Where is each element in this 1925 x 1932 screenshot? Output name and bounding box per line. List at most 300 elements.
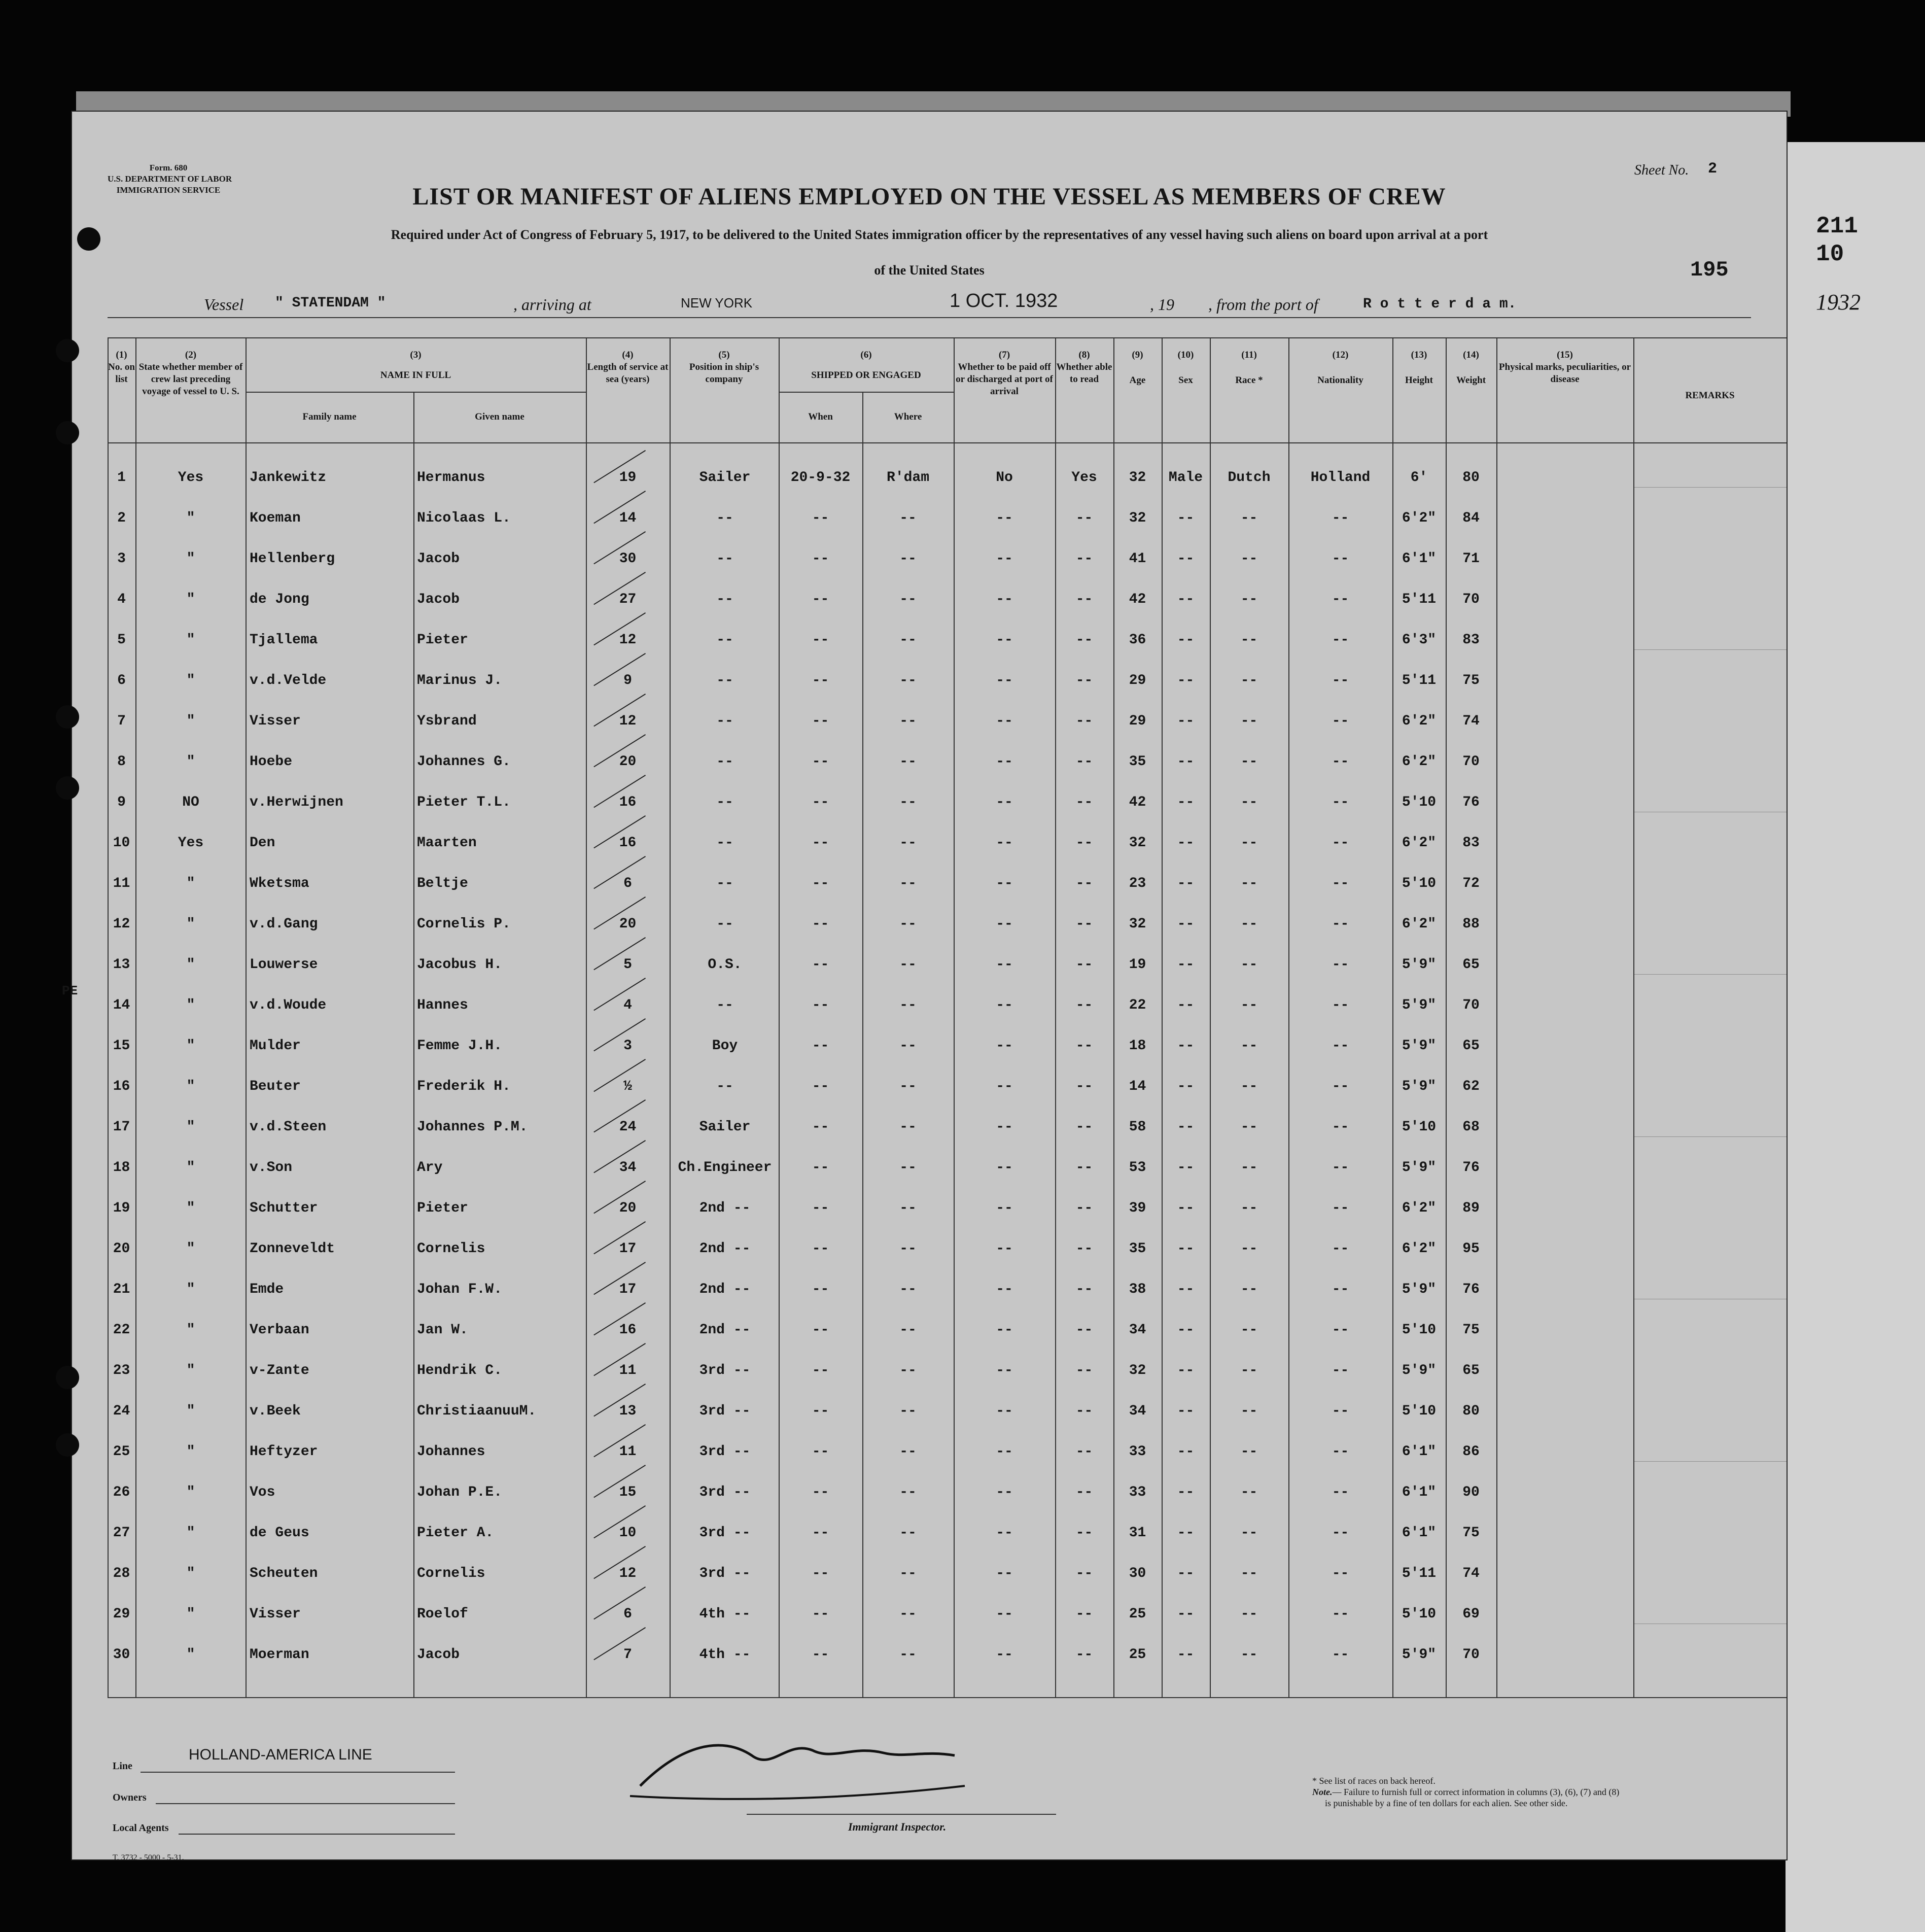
cell-position: -- [716,510,733,526]
cell-list-number: 1 [117,470,126,486]
cell-nationality: -- [1332,1282,1349,1297]
cell-shipped-where: -- [899,1038,917,1054]
cell-shipped-where: -- [899,957,917,973]
cell-sex: Male [1168,470,1203,486]
cell-shipped-where: -- [899,876,917,891]
cell-paid-off: -- [996,1647,1013,1663]
cell-paid-off: -- [996,1241,1013,1257]
cell-height: 6'2" [1402,835,1437,851]
cell-weight: 74 [1462,1566,1480,1581]
cell-family-name: Tjallema [250,632,318,648]
cell-shipped-where: -- [899,1444,917,1460]
cell-given-name: Cornelis [417,1566,485,1581]
cell-height: 5'11 [1402,673,1437,688]
cell-shipped-when: -- [812,1038,829,1054]
cell-list-number: 22 [113,1322,130,1338]
cell-weight: 76 [1462,1282,1480,1297]
cell-race: -- [1240,1606,1258,1622]
cell-shipped-when: -- [812,754,829,770]
cell-shipped-where: -- [899,1241,917,1257]
col-header-height: (13) Height [1405,350,1433,386]
cell-race: -- [1240,1403,1258,1419]
cell-service-years: 12 [619,632,637,648]
cell-able-to-read: -- [1075,916,1093,932]
cell-given-name: Cornelis [417,1241,485,1257]
cell-shipped-when: -- [812,997,829,1013]
cell-family-name: v.Son [250,1160,293,1176]
cell-given-name: Pieter [417,1200,468,1216]
cell-service-years: 6 [623,876,632,891]
cell-height: 5'10 [1402,1606,1437,1622]
cell-list-number: 14 [113,997,130,1013]
manifest-sheet [62,111,1788,1862]
cell-given-name: Jacob [417,592,460,607]
cell-height: 6'1" [1402,1525,1437,1541]
cell-shipped-where: R'dam [886,470,929,486]
cell-paid-off: -- [996,957,1013,973]
cell-race: -- [1240,1363,1258,1378]
col-header-race: (11) Race * [1235,350,1263,386]
line-label: Line [113,1761,132,1772]
cell-age: 41 [1129,551,1146,567]
cell-given-name: Femme J.H. [417,1038,503,1054]
cell-race: -- [1240,754,1258,770]
cell-given-name: Johannes P.M. [417,1119,528,1135]
cell-shipped-when: -- [812,1403,829,1419]
col-rule [246,337,247,1697]
cell-weight: 70 [1462,1647,1480,1663]
cell-sex: -- [1177,916,1195,932]
binder-hole [56,421,79,444]
cell-race: -- [1240,1444,1258,1460]
cell-shipped-when: -- [812,1282,829,1297]
cell-age: 18 [1129,1038,1146,1054]
cell-nationality: -- [1332,916,1349,932]
cell-age: 53 [1129,1160,1146,1176]
cell-service-years: 9 [623,673,632,688]
col-header-service-length: (4) Length of service at sea (years) [587,350,669,385]
cell-height: 5'10 [1402,1322,1437,1338]
cell-shipped-when: -- [812,1241,829,1257]
cell-nationality: -- [1332,1606,1349,1622]
cell-age: 34 [1129,1322,1146,1338]
cell-weight: 69 [1462,1606,1480,1622]
cell-list-number: 29 [113,1606,130,1622]
cell-race: -- [1240,551,1258,567]
cell-sex: -- [1177,1363,1195,1378]
cell-able-to-read: -- [1075,1485,1093,1500]
cell-weight: 65 [1462,957,1480,973]
cell-shipped-when: -- [812,835,829,851]
cell-service-years: 34 [619,1160,637,1176]
cell-able-to-read: -- [1075,1647,1093,1663]
cell-nationality: -- [1332,795,1349,810]
cell-nationality: -- [1332,957,1349,973]
cell-weight: 83 [1462,835,1480,851]
cell-list-number: 12 [113,916,130,932]
cell-family-name: Verbaan [250,1322,309,1338]
cell-age: 33 [1129,1485,1146,1500]
cell-service-years: 20 [619,916,637,932]
cell-family-name: Koeman [250,510,301,526]
cell-weight: 88 [1462,916,1480,932]
line-rule [141,1772,455,1773]
arriving-port: NEW YORK [681,295,753,310]
cell-race: -- [1240,1241,1258,1257]
name-subheader-rule [246,392,586,393]
cell-race: Dutch [1228,470,1271,486]
cell-able-to-read: Yes [1071,470,1097,486]
col-header-given-name: Given name [475,411,524,422]
cell-list-number: 30 [113,1647,130,1663]
service-name: IMMIGRATION SERVICE [116,185,221,195]
cell-list-number: 23 [113,1363,130,1378]
cell-list-number: 5 [117,632,126,648]
cell-shipped-where: -- [899,1363,917,1378]
cell-previous-voyage: " [186,1363,195,1378]
cell-paid-off: -- [996,632,1013,648]
cell-shipped-when: -- [812,1322,829,1338]
cell-previous-voyage: Yes [178,835,204,851]
cell-previous-voyage: " [186,957,195,973]
binder-hole [77,227,100,251]
cell-age: 14 [1129,1079,1146,1094]
cell-previous-voyage: " [186,1282,195,1297]
cell-given-name: Johan P.E. [417,1485,503,1500]
cell-family-name: v.Beek [250,1403,301,1419]
cell-shipped-where: -- [899,1322,917,1338]
cell-age: 29 [1129,713,1146,729]
cell-list-number: 26 [113,1485,130,1500]
cell-paid-off: -- [996,1403,1013,1419]
agents-rule [179,1834,455,1835]
cell-previous-voyage: " [186,1606,195,1622]
cell-weight: 89 [1462,1200,1480,1216]
cell-shipped-when: -- [812,632,829,648]
cell-weight: 83 [1462,632,1480,648]
cell-able-to-read: -- [1075,1444,1093,1460]
cell-able-to-read: -- [1075,673,1093,688]
col-header-nationality: (12) Nationality [1317,350,1363,386]
cell-shipped-where: -- [899,510,917,526]
cell-position: -- [716,916,733,932]
cell-nationality: -- [1332,876,1349,891]
inspector-rule [747,1814,1056,1815]
cell-age: 30 [1129,1566,1146,1581]
cell-sex: -- [1177,795,1195,810]
cell-able-to-read: -- [1075,1160,1093,1176]
cell-position: -- [716,551,733,567]
cell-sex: -- [1177,1160,1195,1176]
cell-position: -- [716,997,733,1013]
subtitle-line-2: of the United States [874,263,985,278]
cell-shipped-when: -- [812,592,829,607]
shipped-subheader-rule [779,392,954,393]
cell-race: -- [1240,1282,1258,1297]
year-label: , 19 [1150,295,1174,314]
cell-given-name: Cornelis P. [417,916,511,932]
cell-previous-voyage: " [186,1200,195,1216]
cell-position: 3rd -- [699,1363,751,1378]
cell-given-name: Maarten [417,835,477,851]
cell-age: 58 [1129,1119,1146,1135]
cell-previous-voyage: NO [182,795,199,810]
cell-weight: 71 [1462,551,1480,567]
inspector-signature [620,1725,975,1806]
cell-age: 19 [1129,957,1146,973]
cell-previous-voyage: " [186,1647,195,1663]
cell-able-to-read: -- [1075,1525,1093,1541]
cell-shipped-where: -- [899,1566,917,1581]
sheet-number-label: Sheet No. [1634,162,1689,178]
cell-nationality: -- [1332,673,1349,688]
cell-weight: 75 [1462,1322,1480,1338]
cell-given-name: Johannes G. [417,754,511,770]
cell-shipped-when: -- [812,1119,829,1135]
cell-height: 5'9" [1402,1282,1437,1297]
cell-shipped-when: -- [812,1160,829,1176]
cell-age: 39 [1129,1200,1146,1216]
cell-nationality: -- [1332,1403,1349,1419]
side-number-1: 211 [1816,213,1858,239]
cell-position: 3rd -- [699,1566,751,1581]
cell-shipped-where: -- [899,1160,917,1176]
cell-service-years: 16 [619,795,637,810]
cell-family-name: Jankewitz [250,470,327,486]
cell-shipped-when: -- [812,1444,829,1460]
cell-given-name: Jan W. [417,1322,468,1338]
cell-service-years: 3 [623,1038,632,1054]
cell-able-to-read: -- [1075,1241,1093,1257]
cell-service-years: 17 [619,1241,637,1257]
cell-family-name: v.d.Woude [250,997,327,1013]
cell-age: 32 [1129,916,1146,932]
cell-position: 3rd -- [699,1403,751,1419]
cell-age: 38 [1129,1282,1146,1297]
cell-sex: -- [1177,592,1195,607]
cell-position: 2nd -- [699,1200,751,1216]
cell-race: -- [1240,957,1258,973]
binder-hole [56,776,79,800]
col-header-where: Where [894,411,922,422]
cell-able-to-read: -- [1075,1119,1093,1135]
cell-weight: 75 [1462,1525,1480,1541]
cell-sex: -- [1177,876,1195,891]
cell-paid-off: -- [996,754,1013,770]
cell-list-number: 3 [117,551,126,567]
cell-family-name: Hoebe [250,754,293,770]
from-port: R o t t e r d a m. [1363,296,1517,312]
cell-position: -- [716,795,733,810]
cell-service-years: 24 [619,1119,637,1135]
department-name: U.S. DEPARTMENT OF LABOR [108,174,232,184]
cell-list-number: 2 [117,510,126,526]
cell-sex: -- [1177,1038,1195,1054]
cell-given-name: Frederik H. [417,1079,511,1094]
cell-shipped-when: -- [812,1606,829,1622]
cell-list-number: 6 [117,673,126,688]
side-number-2: 10 [1816,241,1844,267]
cell-given-name: Ary [417,1160,443,1176]
cell-paid-off: -- [996,713,1013,729]
cell-shipped-when: -- [812,876,829,891]
cell-shipped-where: -- [899,997,917,1013]
cell-sex: -- [1177,1241,1195,1257]
cell-position: 2nd -- [699,1241,751,1257]
cell-able-to-read: -- [1075,1079,1093,1094]
binder-hole [56,1433,79,1457]
cell-family-name: Heftyzer [250,1444,318,1460]
col-header-previous-voyage: (2) State whether member of crew last preceding voyage of vessel to U. S. [138,350,243,397]
cell-weight: 65 [1462,1363,1480,1378]
col-header-family-name: Family name [302,411,357,422]
cell-nationality: Holland [1310,470,1371,486]
cell-service-years: 16 [619,1322,637,1338]
cell-family-name: Beuter [250,1079,301,1094]
cell-service-years: ½ [623,1079,632,1094]
col-header-paid-off: (7) Whether to be paid off or discharged at port of arrival [956,350,1053,397]
cell-height: 5'10 [1402,876,1437,891]
cell-race: -- [1240,916,1258,932]
cell-shipped-where: -- [899,1079,917,1094]
cell-race: -- [1240,1525,1258,1541]
remarks-rule [1634,487,1787,488]
cell-paid-off: -- [996,1485,1013,1500]
cell-weight: 90 [1462,1485,1480,1500]
cell-shipped-when: -- [812,713,829,729]
cell-given-name: Hendrik C. [417,1363,503,1378]
cell-list-number: 25 [113,1444,130,1460]
cell-age: 25 [1129,1606,1146,1622]
cell-height: 6'1" [1402,551,1437,567]
cell-age: 23 [1129,876,1146,891]
cell-age: 25 [1129,1647,1146,1663]
cell-weight: 62 [1462,1079,1480,1094]
cell-paid-off: -- [996,1119,1013,1135]
cell-service-years: 20 [619,1200,637,1216]
cell-shipped-where: -- [899,1119,917,1135]
stamp-number: 195 [1690,258,1729,282]
cell-race: -- [1240,1038,1258,1054]
cell-family-name: Visser [250,713,301,729]
cell-previous-voyage: " [186,916,195,932]
cell-list-number: 11 [113,876,130,891]
remarks-rule [1634,1136,1787,1137]
cell-service-years: 19 [619,470,637,486]
cell-shipped-where: -- [899,592,917,607]
cell-age: 31 [1129,1525,1146,1541]
cell-given-name: Hermanus [417,470,485,486]
cell-weight: 74 [1462,713,1480,729]
cell-shipped-where: -- [899,713,917,729]
cell-previous-voyage: " [186,1160,195,1176]
cell-list-number: 18 [113,1160,130,1176]
col-rule [135,337,136,1697]
cell-shipped-where: -- [899,835,917,851]
cell-list-number: 4 [117,592,126,607]
cell-list-number: 24 [113,1403,130,1419]
col-rule [413,392,414,1697]
cell-height: 5'10 [1402,795,1437,810]
cell-race: -- [1240,592,1258,607]
cell-position: -- [716,673,733,688]
cell-able-to-read: -- [1075,1566,1093,1581]
cell-able-to-read: -- [1075,1606,1093,1622]
col-header-no: (1) No. on list [108,350,135,385]
cell-sex: -- [1177,510,1195,526]
cell-sex: -- [1177,1282,1195,1297]
cell-paid-off: -- [996,1525,1013,1541]
cell-height: 5'10 [1402,1119,1437,1135]
cell-given-name: Ysbrand [417,713,477,729]
cell-weight: 68 [1462,1119,1480,1135]
cell-given-name: Beltje [417,876,468,891]
cell-service-years: 12 [619,1566,637,1581]
cell-paid-off: -- [996,1282,1013,1297]
cell-previous-voyage: " [186,1079,195,1094]
cell-service-years: 14 [619,510,637,526]
cell-able-to-read: -- [1075,1403,1093,1419]
cell-sex: -- [1177,1119,1195,1135]
cell-age: 22 [1129,997,1146,1013]
cell-paid-off: -- [996,916,1013,932]
cell-weight: 70 [1462,997,1480,1013]
cell-service-years: 16 [619,835,637,851]
cell-paid-off: -- [996,1200,1013,1216]
cell-family-name: Schutter [250,1200,318,1216]
cell-race: -- [1240,1322,1258,1338]
remarks-rule [1634,974,1787,975]
cell-previous-voyage: " [186,1241,195,1257]
cell-family-name: de Jong [250,592,309,607]
cell-family-name: Scheuten [250,1566,318,1581]
cell-shipped-when: -- [812,551,829,567]
col-header-position: (5) Position in ship's company [689,350,759,385]
side-number-3: 1932 [1816,290,1861,315]
table-bottom-rule [108,1697,1787,1698]
cell-nationality: -- [1332,835,1349,851]
cell-given-name: ChristiaanuuM. [417,1403,537,1419]
cell-nationality: -- [1332,1241,1349,1257]
cell-weight: 86 [1462,1444,1480,1460]
cell-able-to-read: -- [1075,1200,1093,1216]
cell-nationality: -- [1332,1444,1349,1460]
col-rule [670,337,671,1697]
cell-family-name: Emde [250,1282,284,1297]
cell-age: 34 [1129,1403,1146,1419]
cell-race: -- [1240,835,1258,851]
cell-family-name: v-Zante [250,1363,309,1378]
cell-given-name: Roelof [417,1606,468,1622]
cell-height: 6' [1410,470,1428,486]
cell-service-years: 13 [619,1403,637,1419]
cell-nationality: -- [1332,1485,1349,1500]
cell-position: Ch.Engineer [678,1160,772,1176]
cell-nationality: -- [1332,1566,1349,1581]
cell-previous-voyage: " [186,1444,195,1460]
cell-race: -- [1240,1160,1258,1176]
cell-shipped-when: -- [812,1525,829,1541]
cell-list-number: 15 [113,1038,130,1054]
cell-age: 36 [1129,632,1146,648]
cell-family-name: v.d.Gang [250,916,318,932]
cell-sex: -- [1177,673,1195,688]
cell-previous-voyage: " [186,1119,195,1135]
cell-sex: -- [1177,713,1195,729]
cell-shipped-when: -- [812,673,829,688]
binder-hole [56,339,79,362]
cell-position: 2nd -- [699,1322,751,1338]
